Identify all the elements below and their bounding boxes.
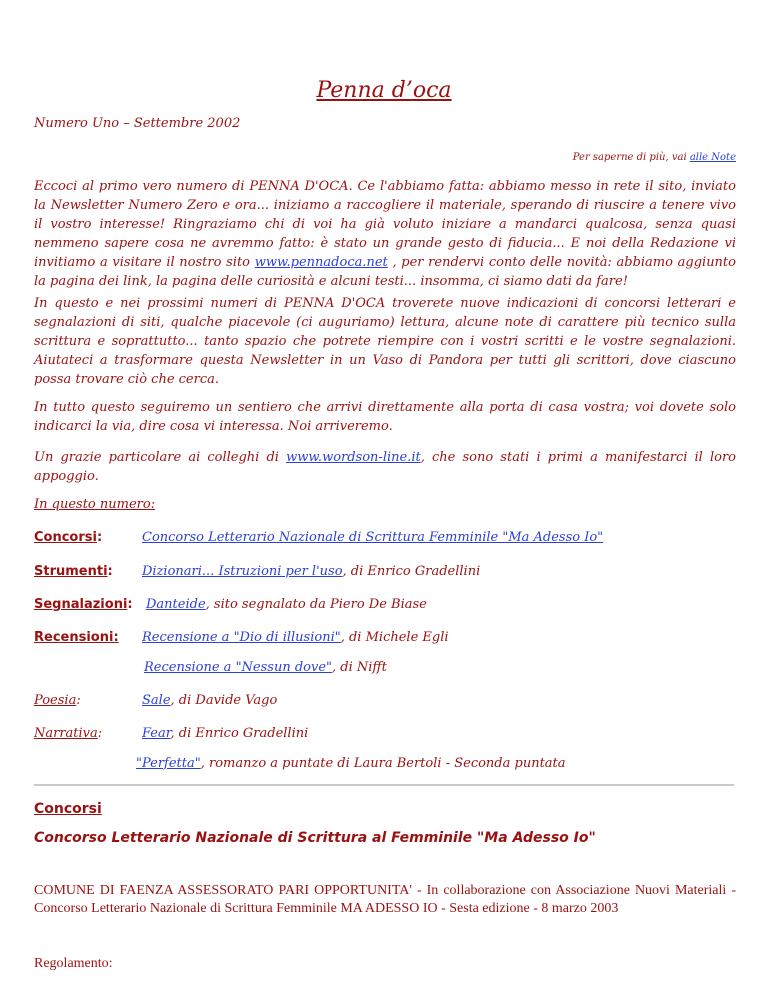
toc-category: Strumenti:: [34, 564, 113, 579]
section-title: Concorsi: [34, 801, 102, 817]
intro-paragraph-3: In tutto questo seguiremo un sentiero che arrivi direttamente alla porta di casa vostra; voi dovete solo indicarci la via, dire cosa vi interessa. Noi arriveremo.: [34, 400, 736, 434]
toc-category-label: Segnalazioni: [34, 597, 128, 612]
toc-entry: [142, 726, 308, 741]
pennadoca-link[interactable]: www.pennadoca.net: [254, 255, 388, 270]
toc-entry: [144, 660, 387, 675]
page-title: Penna d’oca: [316, 78, 452, 103]
toc-link[interactable]: "Perfetta": [136, 756, 201, 771]
toc-link[interactable]: Recensione a "Nessun dove": [144, 660, 332, 675]
p1-text-b: , per rendervi conto delle novità: abbiamo aggiunto la pagina dei link, la pagina delle curiosità e alcuni testi... insomma, ci siamo dati da fare!: [34, 255, 736, 289]
toc-category: [34, 630, 119, 645]
intro-paragraph-1: [34, 177, 736, 291]
toc-entry: [142, 693, 277, 708]
wordson-link[interactable]: www.wordson-line.it: [286, 450, 421, 465]
more-info: [573, 152, 736, 163]
toc-tail: , di Enrico Gradellini: [170, 726, 309, 741]
toc-category: Poesia:: [34, 693, 81, 708]
toc-link[interactable]: Dizionari... Istruzioni per l'uso: [142, 564, 343, 579]
toc-entry: [142, 630, 449, 645]
toc-entry: [146, 597, 427, 612]
notes-link[interactable]: alle Note: [689, 152, 736, 163]
p4-text-b: , che sono stati i primi a manifestarci il loro appoggio.: [34, 450, 737, 484]
toc-link[interactable]: Fear: [142, 726, 171, 741]
toc-category: Segnalazioni:: [34, 597, 133, 612]
toc-category: Narrativa:: [34, 726, 103, 741]
toc-tail: , di Nifft: [332, 660, 387, 675]
intro-paragraph-4: [34, 448, 736, 486]
toc-tail: , di Davide Vago: [170, 693, 278, 708]
toc-link[interactable]: Recensione a "Dio di illusioni": [142, 630, 341, 645]
toc-category: Concorsi:: [34, 530, 103, 545]
intro-paragraph-2: In questo e nei prossimi numeri di PENNA D'OCA troverete nuove indicazioni di concorsi letterari e segnalazioni di siti, qualche piacevole (ci auguriamo) lettura, alcune note di carattere più tecnico sulla scrittura e soprattutto... tanto spazio che potrete riempire con i vostri scritti e le vostre segnalazioni. Aiutateci a trasformare questa Newsletter in un Vaso di Pandora per tutti gli scrittori, dove ciascuno possa trovare ciò che cerca.: [34, 296, 736, 387]
toc-link[interactable]: Sale: [142, 693, 171, 708]
toc-tail: , di Michele Egli: [340, 630, 449, 645]
p1-text-a: Eccoci al primo vero numero di PENNA D'OCA. Ce l'abbiamo fatta: abbiamo messo in rete il sito, inviato la Newsletter Numero Zero e ora... iniziamo a raccogliere il materiale, sperando di riuscire a tenere vivo il vostro interesse! Ringraziamo chi di voi ha già voluto iniziare a mandarci qualcosa, senza quasi nemmeno sapere cosa ne avremmo fatto: è stato un grande gesto di fiducia... E noi della Redazione vi invitiamo a visitare il nostro sito: [34, 179, 736, 270]
toc-heading: In questo numero:: [34, 497, 156, 512]
p4-text-a: Un grazie particolare ai colleghi di: [34, 450, 287, 465]
toc-link[interactable]: Concorso Letterario Nazionale di Scrittura Femminile "Ma Adesso Io": [142, 530, 604, 545]
toc-entry: [142, 530, 603, 545]
toc-tail: , romanzo a puntate di Laura Bertoli - Seconda puntata: [200, 756, 566, 771]
toc-category-label: Strumenti: [34, 564, 108, 579]
toc-category-label: Concorsi: [34, 530, 97, 545]
more-prefix: Per saperne di più, vai: [572, 152, 690, 163]
section-body: COMUNE DI FAENZA ASSESSORATO PARI OPPORTUNITA' - In collaborazione con Associazione Nuovi Materiali - Concorso Letterario Nazionale di Scrittura Femminile MA ADESSO IO - Sesta edizione - 8 marzo 2003: [34, 883, 736, 916]
regolamento-label: Regolamento:: [34, 956, 113, 971]
section-subtitle: Concorso Letterario Nazionale di Scrittura al Femminile "Ma Adesso Io": [34, 830, 596, 846]
toc-category-label: Recensioni:: [34, 630, 119, 645]
toc-category-label: Poesia: [34, 693, 77, 708]
section-divider: [34, 784, 734, 786]
issue-line: Numero Uno – Settembre 2002: [34, 116, 241, 131]
toc-entry: [136, 756, 566, 771]
toc-tail: , di Enrico Gradellini: [342, 564, 481, 579]
toc-entry: [142, 564, 480, 579]
toc-tail: , sito segnalato da Piero De Biase: [205, 597, 427, 612]
toc-category-label: Narrativa: [34, 726, 98, 741]
toc-link[interactable]: Danteide: [146, 597, 206, 612]
